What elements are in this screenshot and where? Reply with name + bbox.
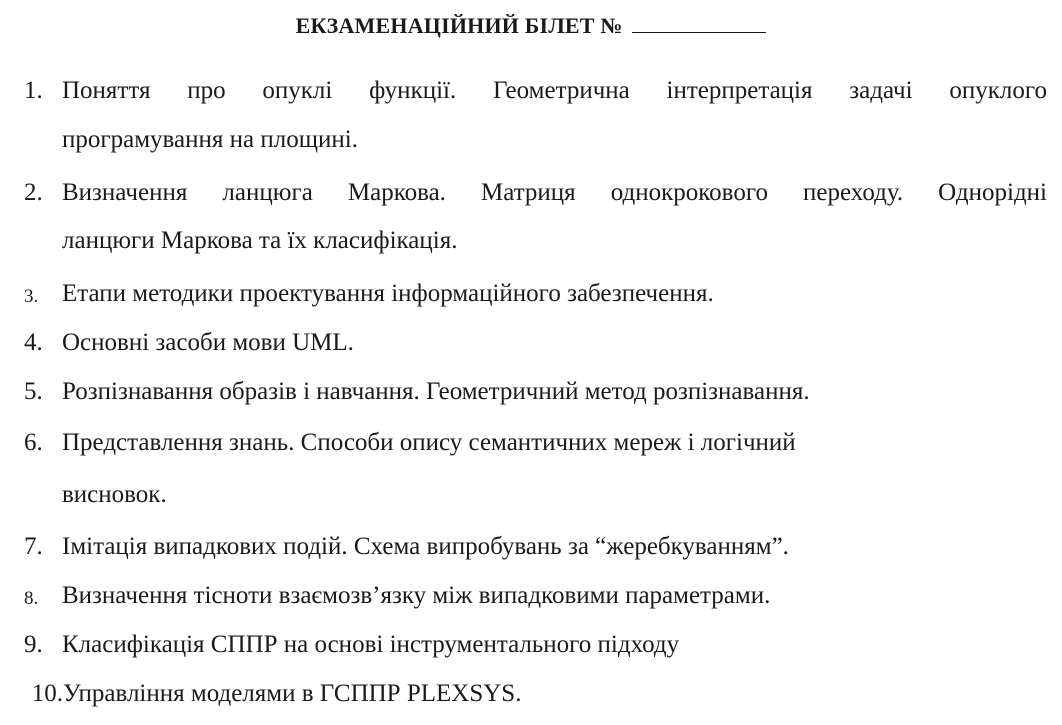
- question-number: 5.: [24, 378, 43, 405]
- ticket-number-blank: [632, 12, 766, 33]
- question-number: 6.: [24, 429, 43, 456]
- question-text: Класифікація СППР на основі інструментального підходу: [62, 631, 680, 658]
- ticket-title: [0, 12, 1062, 39]
- question-number: 3.: [24, 286, 39, 307]
- question-text: Основні засоби мови UML.: [62, 329, 354, 356]
- question-text-continuation: висновок.: [62, 481, 167, 508]
- question-text-continuation: ланцюги Маркова та їх класифікація.: [62, 227, 458, 254]
- question-text: Визначення тісноти взаємозв’язку між випадковими параметрами.: [62, 582, 771, 609]
- question-number: 2.: [24, 179, 43, 206]
- question-text-continuation: програмування на площині.: [62, 126, 358, 153]
- question-number: 10.: [31, 680, 63, 707]
- question-text: Розпізнавання образів і навчання. Геометричний метод розпізнавання.: [62, 378, 810, 405]
- question-number: 4.: [24, 329, 43, 356]
- question-text: Представлення знань. Способи опису семантичних мереж і логічний: [62, 429, 796, 456]
- ticket-title-text: ЕКЗАМЕНАЦІЙНИЙ БІЛЕТ №: [295, 13, 623, 38]
- question-number: 8.: [24, 588, 39, 609]
- question-text: Поняття про опуклі функції. Геометрична інтерпретація задачі опуклого: [62, 77, 1047, 104]
- question-text: Управління моделями в ГСППР PLEXSYS.: [63, 680, 522, 707]
- question-text: Імітація випадкових подій. Схема випробувань за “жеребкуванням”.: [62, 533, 789, 560]
- question-number: 1.: [24, 77, 43, 104]
- question-text: Етапи методики проектування інформаційного забезпечення.: [62, 280, 714, 307]
- question-text: Визначення ланцюга Маркова. Матриця однокрокового переходу. Однорідні: [62, 179, 1047, 206]
- question-number: 9.: [24, 631, 43, 658]
- question-number: 7.: [24, 533, 43, 560]
